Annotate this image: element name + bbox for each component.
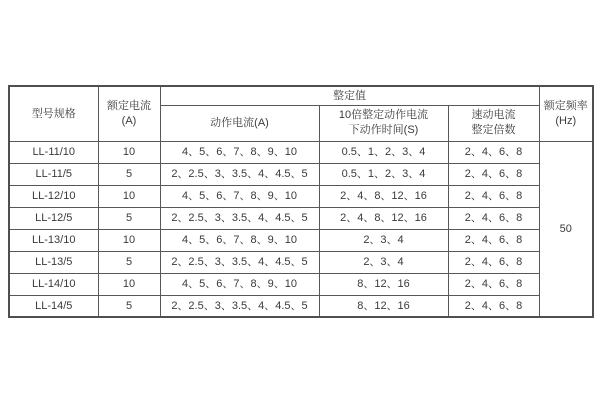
model-cell: LL-11/5	[9, 163, 98, 185]
operating-current-cell: 2、2.5、3、3.5、4、4.5、5	[160, 163, 319, 185]
header-operating-current: 动作电流(A)	[160, 105, 319, 141]
header-rated-frequency-line2: (Hz)	[555, 114, 577, 127]
rated-current-cell: 10	[98, 141, 160, 163]
operating-time-cell: 0.5、1、2、3、4	[319, 141, 448, 163]
operating-time-cell: 2、3、4	[319, 229, 448, 251]
rated-current-cell: 5	[98, 295, 160, 317]
operating-current-cell: 2、2.5、3、3.5、4、4.5、5	[160, 251, 319, 273]
model-cell: LL-13/10	[9, 229, 98, 251]
rated-current-cell: 10	[98, 229, 160, 251]
table-row-ll-13-10	[9, 229, 593, 251]
model-cell: LL-14/5	[9, 295, 98, 317]
operating-time-cell: 0.5、1、2、3、4	[319, 163, 448, 185]
header-rated-current-line1: 额定电流	[107, 99, 151, 112]
header-rated-frequency	[539, 86, 593, 141]
quick-multiple-cell: 2、4、6、8	[448, 207, 539, 229]
header-model: 型号规格	[9, 86, 98, 141]
quick-multiple-cell: 2、4、6、8	[448, 185, 539, 207]
operating-current-cell: 4、5、6、7、8、9、10	[160, 273, 319, 295]
quick-multiple-cell: 2、4、6、8	[448, 251, 539, 273]
quick-multiple-cell: 2、4、6、8	[448, 273, 539, 295]
header-rated-current	[98, 86, 160, 141]
header-row-top	[9, 86, 593, 105]
operating-time-cell: 2、3、4	[319, 251, 448, 273]
rated-current-cell: 5	[98, 207, 160, 229]
header-operating-time	[319, 105, 448, 141]
table-row-ll-11-10	[9, 141, 593, 163]
header-quick-current-line2: 整定倍数	[471, 124, 516, 136]
quick-multiple-cell: 2、4、6、8	[448, 295, 539, 317]
rated-current-cell: 5	[98, 163, 160, 185]
rated-current-cell: 10	[98, 185, 160, 207]
model-cell: LL-12/10	[9, 185, 98, 207]
operating-time-cell: 2、4、8、12、16	[319, 207, 448, 229]
header-quick-current-line1: 速动电流	[471, 109, 516, 121]
model-cell: LL-13/5	[9, 251, 98, 273]
header-operating-time-line2: 下动作时间(S)	[348, 124, 419, 136]
table-row-ll-12-10	[9, 185, 593, 207]
header-rated-current-line2: (A)	[121, 114, 137, 127]
relay-spec-table	[8, 85, 594, 318]
header-rated-frequency-line1: 额定频率	[543, 99, 588, 112]
model-cell: LL-14/10	[9, 273, 98, 295]
operating-time-cell: 8、12、16	[319, 273, 448, 295]
operating-time-cell: 2、4、8、12、16	[319, 185, 448, 207]
table-row-ll-13-5	[9, 251, 593, 273]
operating-current-cell: 2、2.5、3、3.5、4、4.5、5	[160, 295, 319, 317]
operating-current-cell: 2、2.5、3、3.5、4、4.5、5	[160, 207, 319, 229]
header-setting-value: 整定值	[160, 86, 539, 105]
model-cell: LL-12/5	[9, 207, 98, 229]
rated-current-cell: 5	[98, 251, 160, 273]
model-cell: LL-11/10	[9, 141, 98, 163]
table-row-ll-11-5	[9, 163, 593, 185]
quick-multiple-cell: 2、4、6、8	[448, 163, 539, 185]
quick-multiple-cell: 2、4、6、8	[448, 229, 539, 251]
table-row-ll-14-5	[9, 295, 593, 317]
operating-current-cell: 4、5、6、7、8、9、10	[160, 141, 319, 163]
rated-current-cell: 10	[98, 273, 160, 295]
operating-current-cell: 4、5、6、7、8、9、10	[160, 185, 319, 207]
operating-time-cell: 8、12、16	[319, 295, 448, 317]
rated-frequency-cell: 50	[539, 141, 593, 317]
operating-current-cell: 4、5、6、7、8、9、10	[160, 229, 319, 251]
header-operating-time-line1: 10倍整定动作电流	[338, 109, 429, 121]
table-row-ll-14-10	[9, 273, 593, 295]
quick-multiple-cell: 2、4、6、8	[448, 141, 539, 163]
header-quick-current	[448, 105, 539, 141]
table-row-ll-12-5	[9, 207, 593, 229]
